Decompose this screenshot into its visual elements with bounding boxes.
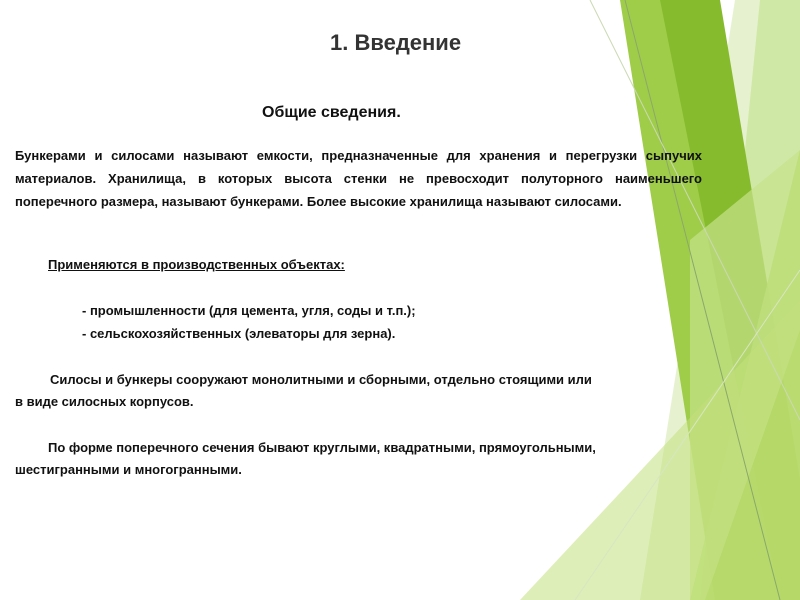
shape-line-1: По форме поперечного сечения бывают круглыми, квадратными, прямоугольными, [48, 440, 596, 455]
applied-item-agriculture: - сельскохозяйственных (элеваторы для зерна). [82, 326, 396, 341]
section-subtitle: Общие сведения. [262, 104, 401, 121]
construction-line-2: в виде силосных корпусов. [15, 394, 194, 409]
applied-item-industry: - промышленности (для цемента, угля, соды и т.п.); [82, 303, 416, 318]
intro-paragraph: Бункерами и силосами называют емкости, предназначенные для хранения и перегрузки сыпучих материалов. Хранилища, в которых высота стенки не превосходит полуторного наименьшего поперечного размера, называют бункерами. Более высокие хранилища называют силосами. [15, 148, 702, 209]
slide-title: 1. Введение [330, 30, 462, 55]
construction-line-1: Силосы и бункеры сооружают монолитными и сборными, отдельно стоящими или [50, 372, 592, 387]
shape-line-2: шестигранными и многогранными. [15, 462, 242, 477]
applied-heading: Применяются в производственных объектах: [48, 257, 345, 272]
